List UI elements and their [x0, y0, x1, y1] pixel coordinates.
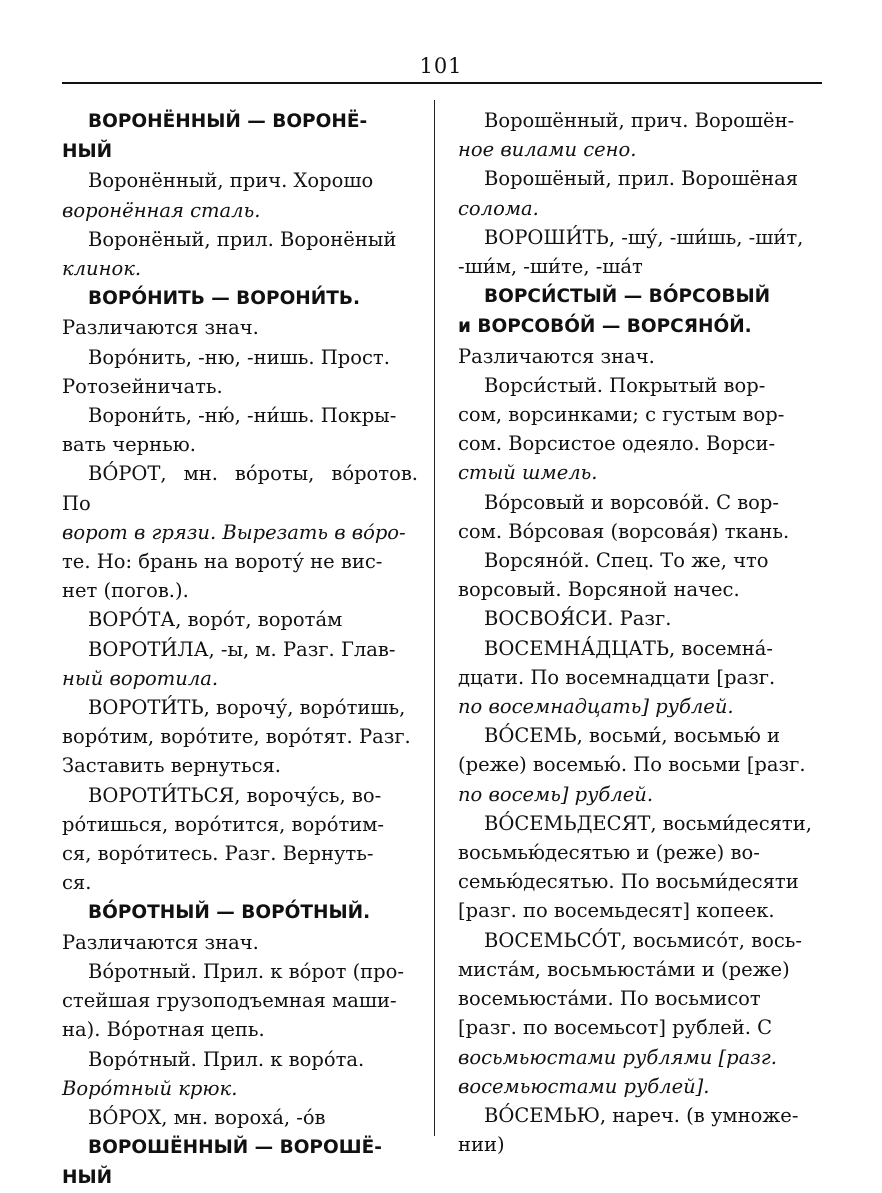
- entry-vorotila: ВОРОТИ́ЛА, -ы, м. Разг. Глав- ный воротила.: [62, 637, 396, 690]
- entry-vorotit: ВОРОТИ́ТЬ, ворочу́, воро́тишь, воро́тим, воро́тите, воро́тят. Разг. Заставить вернуться.: [62, 696, 411, 778]
- entry-voronit-2: Ворони́ть, -ню́, -ни́шь. Покры- вать чернью.: [62, 404, 397, 457]
- right-column: [458, 106, 814, 1159]
- entry-vosemdesyat: ВО́СЕМЬДЕСЯТ, восьми́десяти, восьмью́десятью и (реже) во- семью́десятью. По восьми́десяти [разг. по восемьдесят] копеек.: [458, 811, 812, 923]
- entry-vorotnyi-head: ВО́РОТНЫЙ — ВОРО́ТНЫЙ. Различаются знач.: [62, 902, 371, 954]
- entry-vorsistyi: Ворси́стый. Покрытый вор- сом, ворсинками; с густым вор- сом. Ворсистое одеяло. Ворси- стый шмель.: [458, 373, 785, 485]
- left-column: [62, 106, 418, 1193]
- entry-voronennyi-prich: Воронённый, прич. Хорошо воронённая сталь.: [62, 169, 374, 222]
- entry-voronennyi-head: ВОРОНЁННЫЙ — ВОРОНЁ- НЫЙ: [62, 111, 368, 163]
- entry-vosemnadtsat: ВОСЕМНА́ДЦАТЬ, восемна́- дцати. По восемнадцати [разг. по восемнадцать] рублей.: [458, 636, 776, 719]
- entry-vorotnyi-2: Воро́тный. Прил. к воро́та. Воро́тный крюк.: [62, 1047, 365, 1100]
- entry-voroshennyi-head: ВОРОШЁННЫЙ — ВОРОШЁ- НЫЙ: [62, 1137, 382, 1189]
- entry-vosvoyasi: ВОСВОЯ́СИ. Разг.: [484, 607, 672, 631]
- entry-voronenyi-pril: Воронёный, прил. Воронёный клинок.: [62, 227, 397, 281]
- entry-vorsovyi: Во́рсовый и ворсово́й. С вор- сом. Во́рсовая (ворсова́я) ткань.: [458, 490, 790, 543]
- entry-vosemyu: ВО́СЕМЬЮ, нареч. (в умноже- нии): [458, 1103, 799, 1157]
- entry-vorotnyi-1: Во́ротный. Прил. к во́рот (про- стейшая грузоподъемная маши- на). Во́ротная цепь.: [62, 959, 404, 1042]
- column-divider: [434, 100, 435, 1136]
- entry-vorsyanoi: Ворсяно́й. Спец. То же, что ворсовый. Ворсяной начес.: [458, 549, 769, 602]
- entry-voroshenyi-pril: Ворошёный, прил. Ворошёная солома.: [458, 167, 799, 220]
- entry-vorot: ВО́РОТ, мн. во́роты, во́ротов. По ворот в грязи. Вырезать в во́ро- те. Но: брань на вороту́ не вис- нет (погов.).: [62, 462, 418, 603]
- page-number: 101: [419, 54, 463, 78]
- entry-voronit-head: ВОРО́НИТЬ — ВОРОНИ́ТЬ. Различаются знач.: [62, 288, 361, 340]
- entry-vorsistyi-head: ВОРСИ́СТЫЙ — ВО́РСОВЫЙ и ВОРСОВО́Й — ВОРСЯНО́Й. Различаются знач.: [458, 286, 771, 368]
- entry-vorotitsya: ВОРОТИ́ТЬСЯ, ворочу́сь, во- ро́тишься, воро́тится, воро́тим- ся, воро́титесь. Разг. Вернуть- ся.: [62, 783, 384, 895]
- entry-voronit-1: Воро́нить, -ню, -нишь. Прост. Ротозейничать.: [62, 345, 390, 398]
- header-rule: [62, 82, 822, 84]
- entry-vorota: ВОРО́ТА, воро́т, ворота́м: [88, 608, 343, 632]
- entry-vorokh: ВО́РОХ, мн. вороха́, -о́в: [88, 1105, 326, 1129]
- entry-vosem: ВО́СЕМЬ, восьми́, восьмью́ и (реже) восемью́. По восьми [разг. по восемь] рублей.: [458, 724, 806, 806]
- entry-voroshit: ВОРОШИ́ТЬ, -шу́, -ши́шь, -ши́т, -ши́м, -ши́те, -ша́т: [458, 225, 804, 279]
- entry-voroshennyi-prich: Ворошённый, прич. Ворошён- ное вилами сено.: [458, 109, 795, 162]
- entry-vosemsot: ВОСЕМЬСО́Т, восьмисо́т, вось- миста́м, восьмьюста́ми и (реже) восемьюста́ми. По восьмисот [разг. по восемьсот] рублей. С восьмьюстами рублями [разг. восемьюстами рублей].: [458, 928, 802, 1098]
